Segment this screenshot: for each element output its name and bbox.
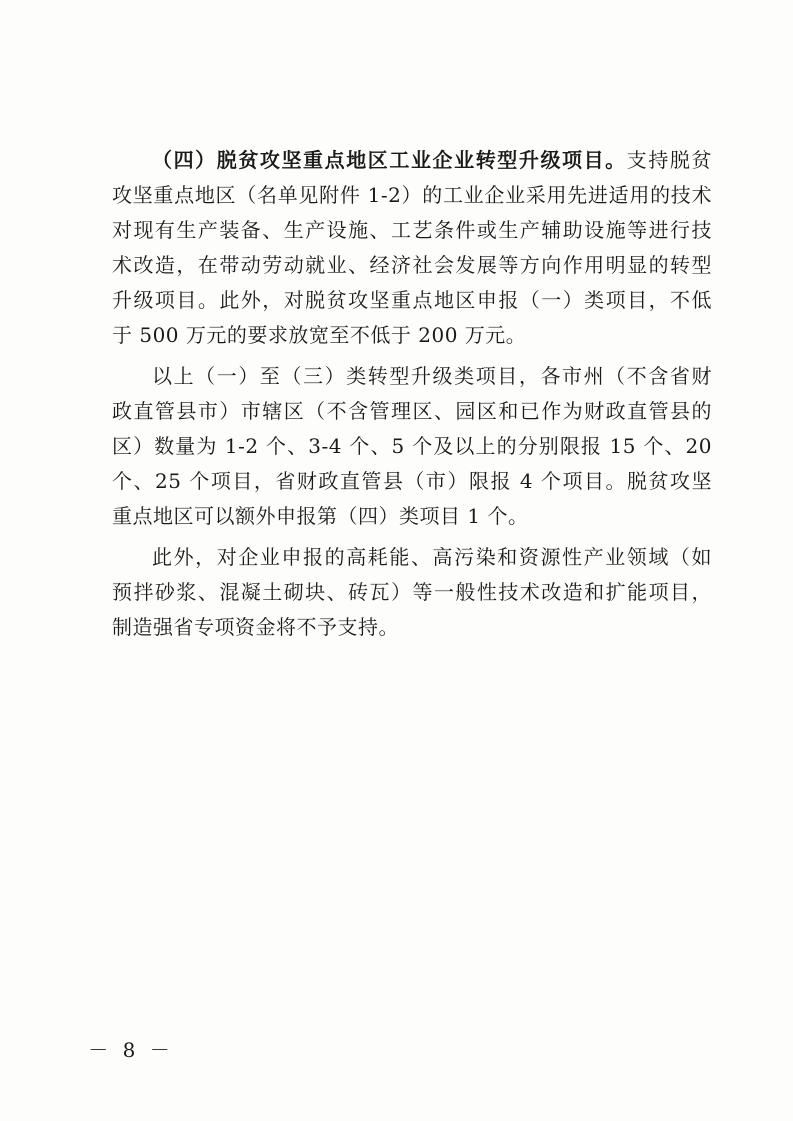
text-line — [112, 283, 712, 318]
text-line — [112, 213, 712, 248]
text-line — [112, 540, 712, 575]
text-line — [112, 318, 712, 353]
text-run: 对现有生产装备、生产设施、工艺条件或生产辅助设施等进行技 — [112, 218, 712, 242]
text-run: 以上（一）至（三）类转型升级类项目，各市州（不含省财 — [152, 364, 712, 388]
text-line — [112, 394, 712, 429]
text-run: 预拌砂浆、混凝土砌块、砖瓦）等一般性技术改造和扩能项目， — [112, 580, 712, 604]
text-run: 术改造，在带动劳动就业、经济社会发展等方向作用明显的转型 — [112, 253, 712, 277]
text-line — [112, 143, 712, 178]
text-run: 此外，对企业申报的高耗能、高污染和资源性产业领域（如 — [152, 545, 712, 569]
text-line — [112, 575, 712, 610]
paragraph-3 — [112, 540, 712, 645]
text-line — [112, 359, 712, 394]
text-line — [112, 610, 712, 645]
paragraph-heading: （四）脱贫攻坚重点地区工业企业转型升级项目。 — [152, 148, 627, 172]
text-run: 重点地区可以额外申报第（四）类项目 1 个。 — [112, 504, 529, 528]
text-run: 支持脱贫 — [626, 148, 713, 172]
text-run: 攻坚重点地区（名单见附件 1-2）的工业企业采用先进适用的技术 — [112, 183, 712, 207]
text-line — [112, 499, 712, 534]
text-run: 区）数量为 1-2 个、3-4 个、5 个及以上的分别限报 15 个、20 — [112, 434, 712, 458]
text-line — [112, 248, 712, 283]
text-run: 制造强省专项资金将不予支持。 — [112, 615, 399, 639]
body-text — [112, 143, 712, 645]
text-run: 个、25 个项目，省财政直管县（市）限报 4 个项目。脱贫攻坚 — [112, 469, 712, 493]
text-run: 升级项目。此外，对脱贫攻坚重点地区申报（一）类项目，不低 — [112, 288, 712, 312]
text-run: 政直管县市）市辖区（不含管理区、园区和已作为财政直管县的 — [112, 399, 712, 423]
text-run: 于 500 万元的要求放宽至不低于 200 万元。 — [112, 323, 527, 347]
text-line — [112, 429, 712, 464]
page-number: － 8 － — [88, 1038, 174, 1062]
paragraph-2 — [112, 359, 712, 534]
text-line — [112, 178, 712, 213]
paragraph-1 — [112, 143, 712, 353]
text-line — [112, 464, 712, 499]
